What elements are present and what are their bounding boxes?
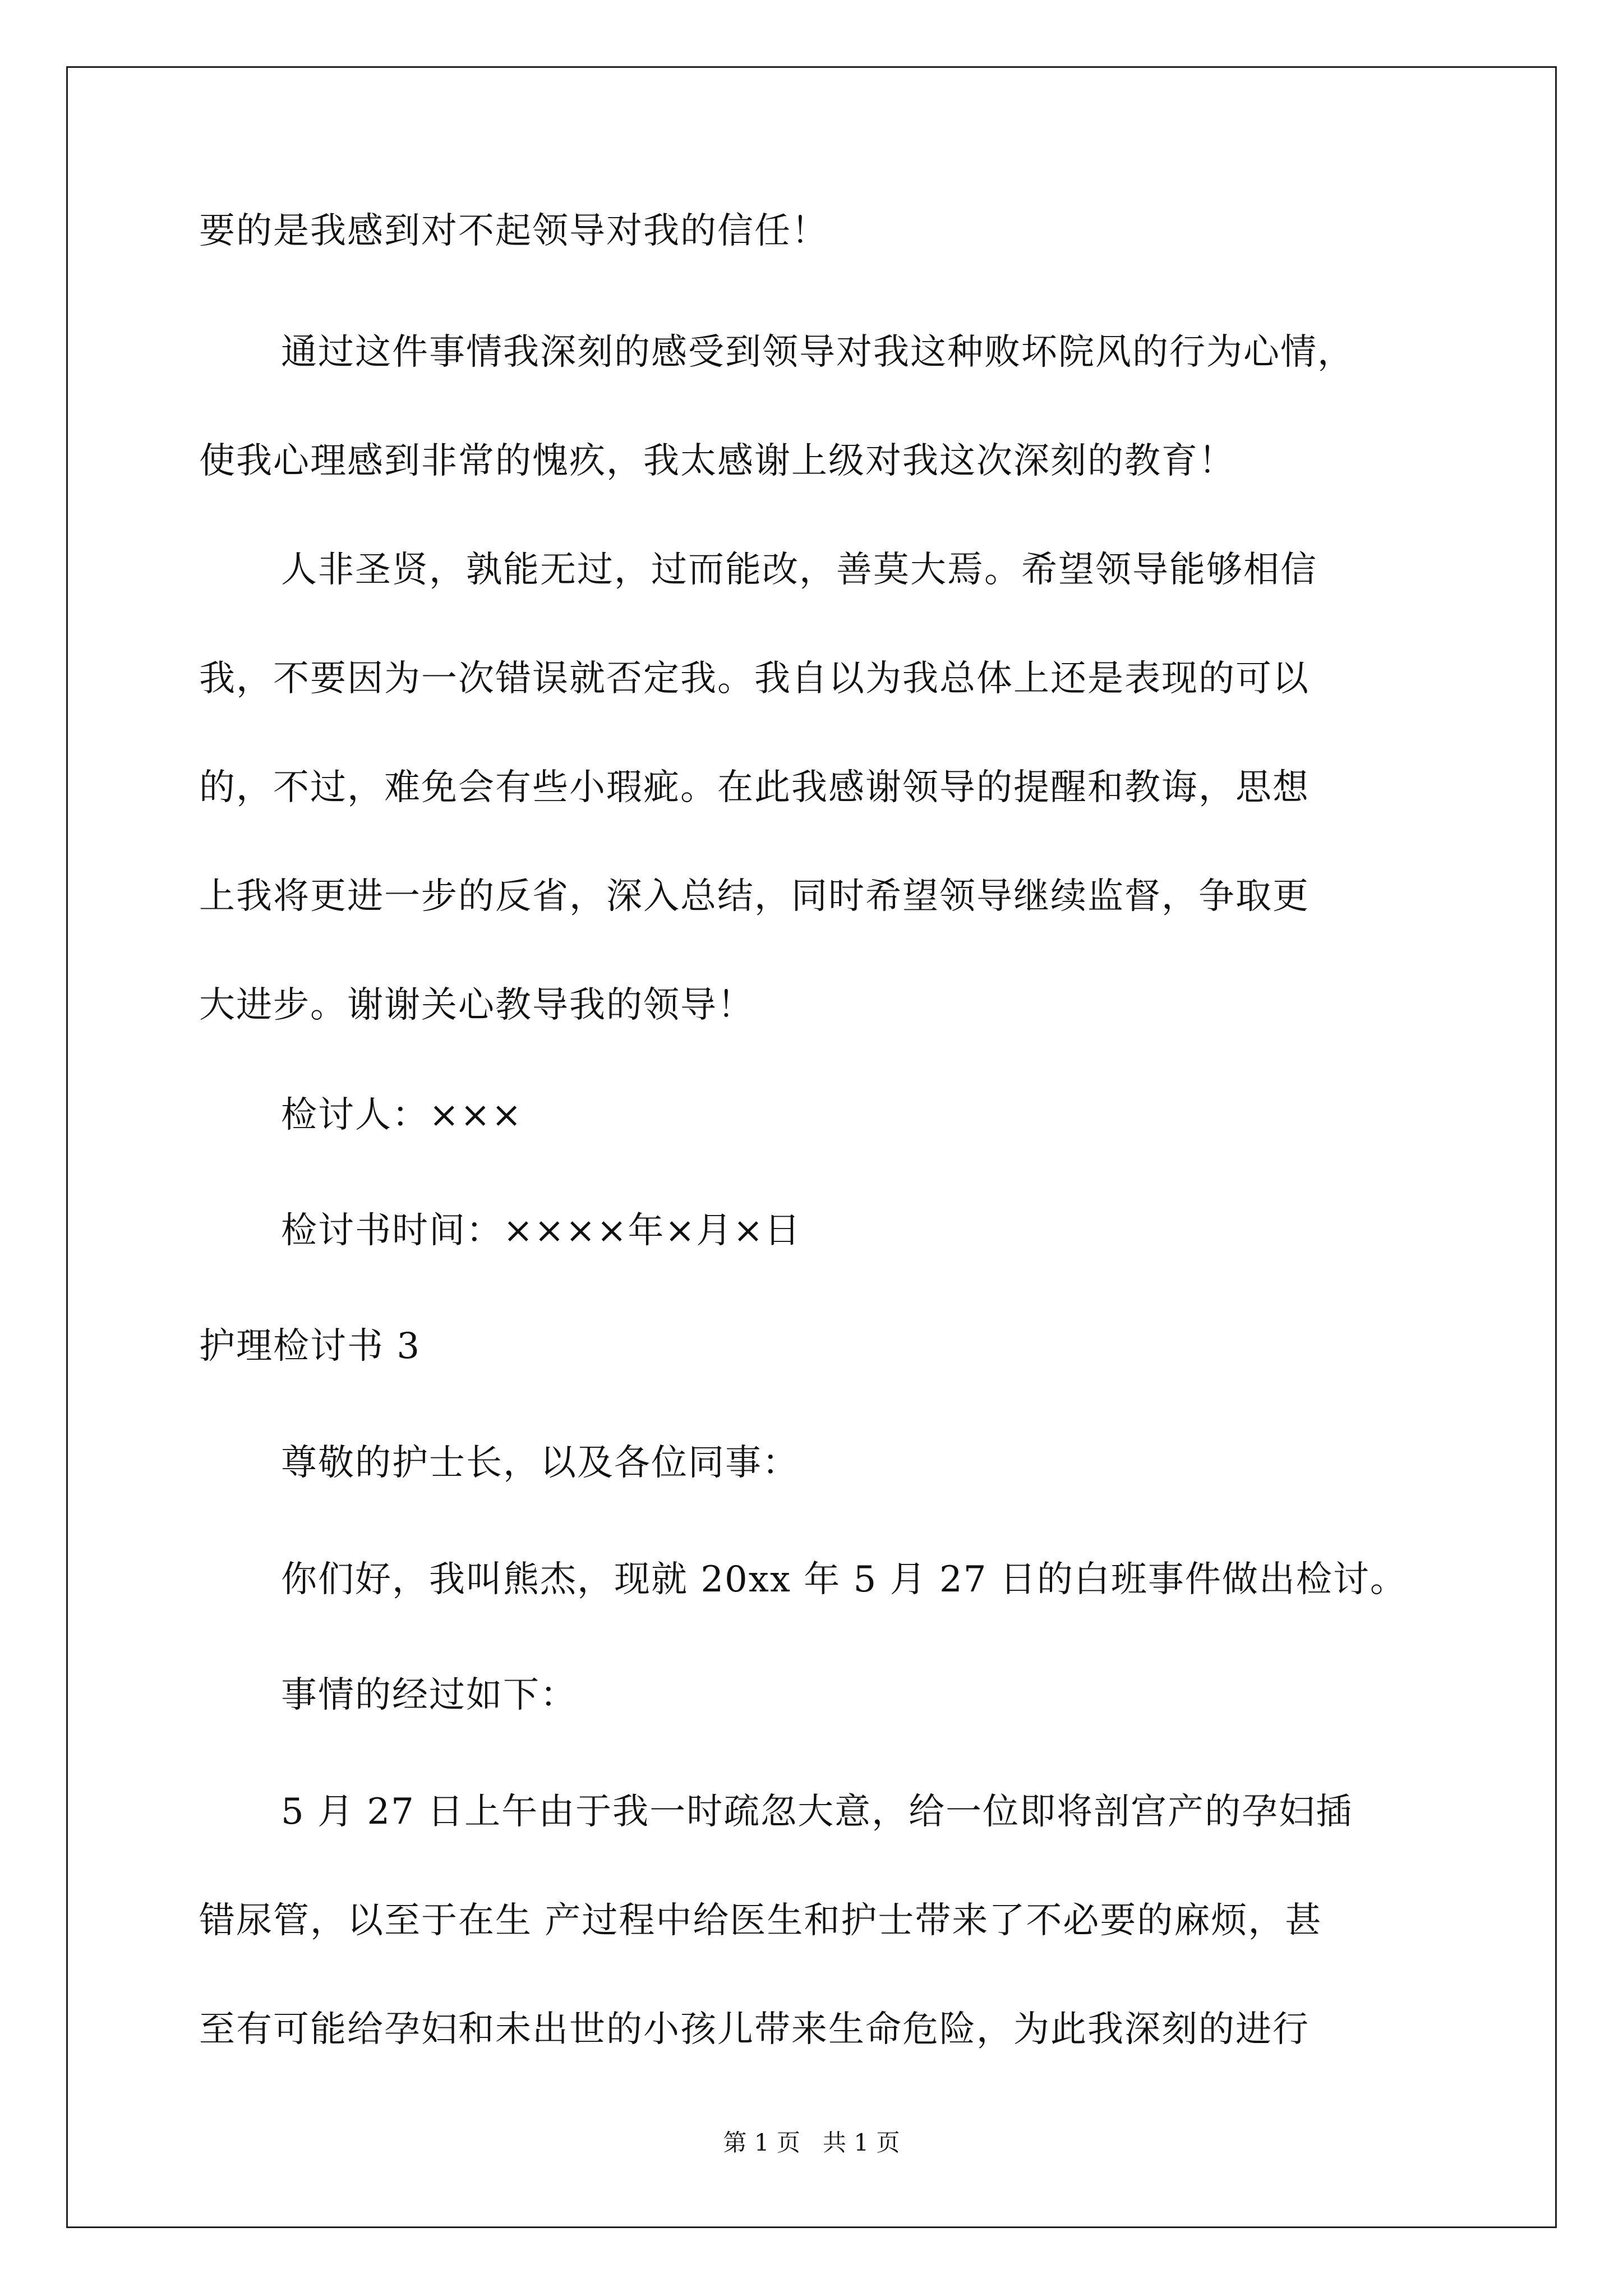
paragraph-line: 错尿管，以至于在生 产过程中给医生和护士带来了不必要的麻烦，甚: [199, 1900, 1322, 1941]
paragraph-line: 人非圣贤，孰能无过，过而能改，善莫大焉。希望领导能够相信: [281, 549, 1317, 591]
paragraph-line: 上我将更进一步的反省，深入总结，同时希望领导继续监督，争取更: [199, 876, 1310, 917]
signature-line: 检讨人：×××: [281, 1094, 523, 1136]
paragraph-line: 要的是我感到对不起领导对我的信任！: [199, 210, 828, 252]
paragraph-line: 事情的经过如下：: [281, 1674, 577, 1716]
section-title: 护理检讨书 3: [199, 1326, 421, 1367]
date-line: 检讨书时间：××××年×月×日: [281, 1210, 801, 1251]
page-footer: 第 1 页 共 1 页: [723, 2129, 900, 2156]
paragraph-line: 至有可能给孕妇和未出世的小孩儿带来生命危险，为此我深刻的进行: [199, 2009, 1310, 2050]
paragraph-line: 你们好，我叫熊杰，现就 20xx 年 5 月 27 日的白班事件做出检讨。: [281, 1559, 1407, 1600]
paragraph-line: 大进步。谢谢关心教导我的领导！: [199, 984, 754, 1026]
paragraph-line: 5 月 27 日上午由于我一时疏忽大意，给一位即将剖宫产的孕妇插: [281, 1791, 1353, 1833]
salutation: 尊敬的护士长，以及各位同事：: [281, 1442, 799, 1484]
paragraph-line: 使我心理感到非常的愧疚，我太感谢上级对我这次深刻的教育！: [199, 440, 1235, 482]
paragraph-line: 通过这件事情我深刻的感受到领导对我这种败坏院风的行为心情，: [281, 332, 1354, 373]
paragraph-line: 的，不过，难免会有些小瑕疵。在此我感谢领导的提醒和教诲，思想: [199, 767, 1310, 808]
paragraph-line: 我，不要因为一次错误就否定我。我自以为我总体上还是表现的可以: [199, 658, 1310, 700]
